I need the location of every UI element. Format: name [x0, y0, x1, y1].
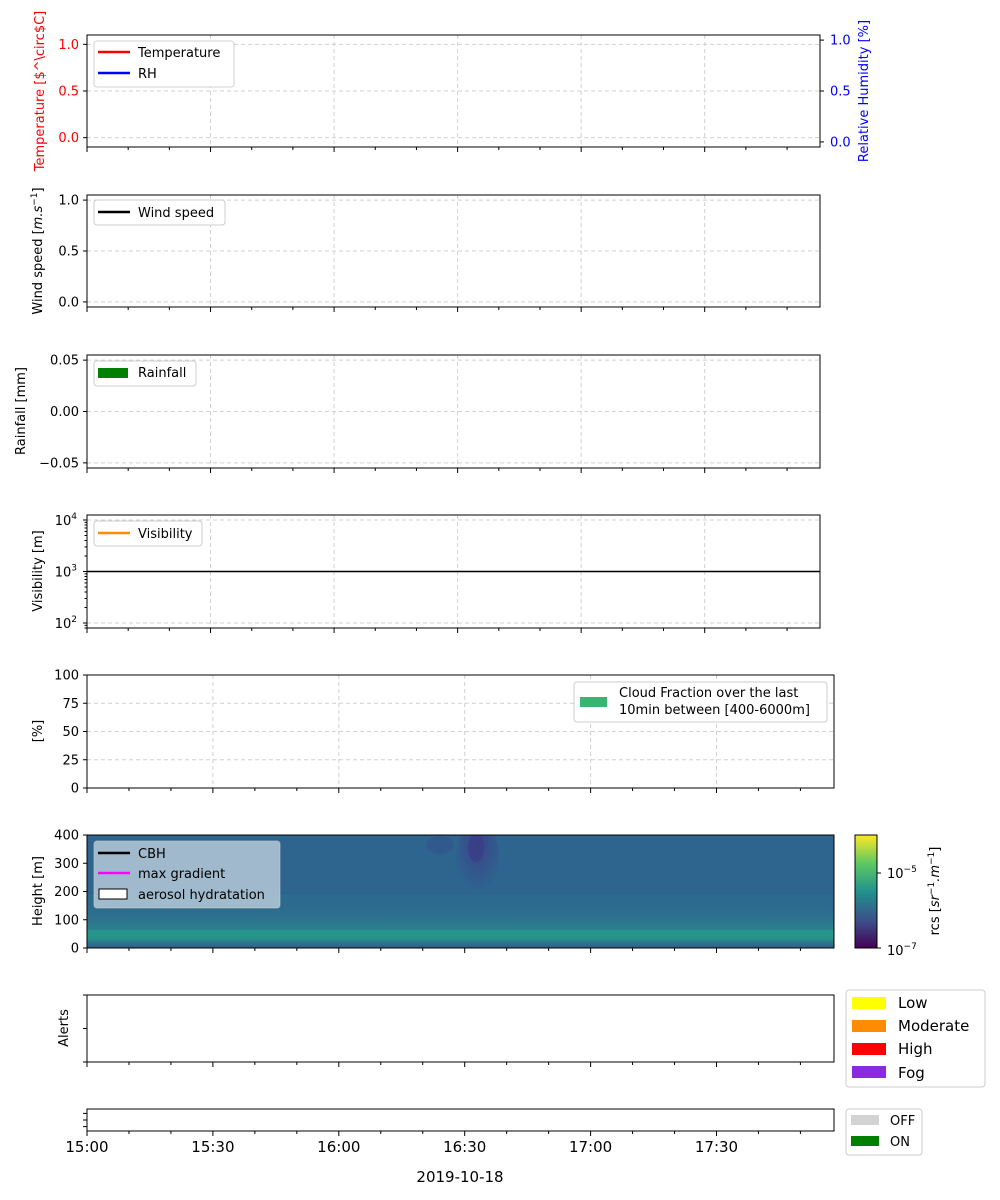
y-tick-label-1e2: $10^2$ — [54, 615, 77, 633]
legend-label-high: High — [898, 1040, 933, 1058]
legend-label-aerosol: aerosol hydratation — [138, 888, 265, 903]
colorbar-gradient — [855, 835, 877, 948]
y-ticks — [83, 995, 87, 1062]
y-tick-label: 0.00 — [50, 405, 79, 420]
legend-label-wind: Wind speed — [138, 206, 215, 221]
y-tick-label: 100 — [54, 913, 79, 929]
panel-alerts — [57, 990, 985, 1087]
panel-status — [65, 1109, 922, 1186]
x-ticks — [87, 788, 800, 793]
legend-status — [846, 1109, 922, 1155]
y-tick-label: 0.0 — [58, 131, 79, 147]
y-tick-label: 100 — [54, 668, 79, 684]
panel-temperature-rh — [33, 11, 872, 172]
y-tick-label: 0.5 — [58, 84, 79, 100]
legend-swatch-rainfall — [98, 368, 128, 378]
y-ticks — [83, 1113, 87, 1126]
y-axis-label-wind: Wind speed $[m.s^{-1}]$ — [30, 187, 46, 315]
y-tick-label: 75 — [62, 696, 79, 712]
x-tick-label: 16:00 — [317, 1138, 361, 1156]
legend-label-temperature: Temperature — [138, 46, 221, 61]
legend-alerts — [846, 990, 985, 1087]
legend — [94, 41, 234, 87]
y-ticks — [58, 38, 87, 146]
legend-label-visibility: Visibility — [138, 527, 193, 542]
plot-frame — [87, 1109, 834, 1131]
x-tick-label: 16:30 — [443, 1138, 487, 1156]
x-ticks — [87, 468, 787, 473]
legend — [94, 841, 280, 908]
panel-visibility — [31, 515, 820, 633]
legend-swatch-low — [852, 997, 886, 1009]
legend-swatch-on — [851, 1136, 879, 1146]
y-tick-label: 400 — [54, 828, 79, 844]
y-axis-label-height: Height [m] — [31, 856, 46, 926]
y-axis-label-rainfall: Rainfall [mm] — [14, 367, 29, 455]
x-tick-labels — [65, 1138, 738, 1156]
y-tick-label: 0 — [70, 781, 79, 797]
legend-label-rh: RH — [138, 67, 157, 82]
y-ticks — [83, 520, 87, 628]
legend-label-cloud-fraction-line2: 10min between [400-6000m] — [619, 703, 810, 718]
y-tick-label: 1.0 — [58, 37, 79, 53]
legend-label-moderate: Moderate — [898, 1017, 970, 1035]
x-ticks — [87, 1131, 800, 1136]
y-tick-label: 300 — [54, 856, 79, 872]
heatmap-lower-band — [87, 905, 834, 948]
legend — [94, 200, 225, 225]
visibility-tick-labels — [55, 512, 78, 632]
heatmap-dark-plume-core — [468, 834, 484, 862]
panel-height-heatmap — [31, 820, 943, 959]
x-axis-date-label: 2019-10-18 — [416, 1168, 504, 1186]
legend-swatch-fog — [852, 1066, 886, 1078]
y-ticks — [54, 669, 87, 797]
y-tick-label: 50 — [62, 725, 79, 740]
y-tick-label: 25 — [62, 753, 79, 769]
heatmap-dark-patch — [426, 836, 454, 854]
x-tick-label: 15:00 — [65, 1138, 109, 1156]
y-tick-label: 1.0 — [58, 193, 79, 209]
legend-label-on: ON — [890, 1135, 910, 1150]
legend-label-off: OFF — [890, 1114, 916, 1129]
legend-swatch-high — [852, 1043, 886, 1055]
y-axis-label-alerts: Alerts — [57, 1009, 72, 1047]
y-tick-label: 0 — [70, 941, 79, 957]
legend-label-max-gradient: max gradient — [138, 867, 226, 882]
y-tick-label-1e3: $10^3$ — [54, 563, 77, 581]
y-tick-label: 200 — [54, 885, 79, 900]
legend-label-low: Low — [898, 994, 928, 1012]
y-tick-label-1e4: $10^4$ — [54, 511, 77, 529]
y2-tick-label: 0.0 — [830, 135, 851, 151]
x-tick-label: 17:30 — [694, 1138, 739, 1156]
colorbar-tick-label-1e-5: $10^{-5}$ — [887, 865, 917, 882]
x-tick-label: 17:00 — [568, 1138, 613, 1156]
y-axis-label-rh: Relative Humidity [%] — [857, 19, 872, 163]
x-ticks — [87, 948, 800, 953]
y-tick-label: 0.05 — [50, 353, 79, 369]
legend-label-cloud-fraction-line1: Cloud Fraction over the last — [619, 686, 799, 701]
panel-rainfall — [14, 354, 820, 473]
panel-grid — [87, 355, 820, 468]
panel-wind-speed — [30, 187, 820, 314]
colorbar — [855, 835, 943, 959]
x-tick-label: 15:30 — [191, 1138, 235, 1156]
legend — [574, 682, 827, 722]
legend-label-fog: Fog — [898, 1064, 925, 1082]
x-ticks — [87, 1062, 800, 1067]
y-tick-label: 0.5 — [58, 244, 79, 260]
legend-label-cbh: CBH — [138, 847, 166, 862]
x-ticks — [87, 147, 787, 152]
legend-swatch-moderate — [852, 1020, 886, 1032]
y-axis-label-visibility: Visibility [m] — [31, 530, 46, 612]
y-ticks — [39, 354, 87, 472]
heatmap-surface-band — [87, 930, 834, 936]
y2-tick-label: 1.0 — [830, 33, 851, 49]
legend-swatch-cloud-fraction — [580, 697, 607, 707]
legend-swatch-aerosol — [99, 889, 127, 899]
y-axis-label-percent: [%] — [31, 719, 46, 743]
y-tick-label: −0.05 — [39, 456, 79, 472]
y-tick-label: 0.0 — [58, 295, 79, 311]
legend-swatch-off — [851, 1115, 879, 1125]
plot-frame — [87, 995, 834, 1062]
colorbar-label: rcs $[sr^{-1}.m^{-1}]$ — [927, 846, 943, 936]
y-axis-label-temperature: Temperature [$^\circ$C] — [33, 10, 48, 172]
legend — [94, 361, 196, 386]
x-ticks — [87, 307, 787, 312]
legend — [94, 521, 202, 546]
x-ticks — [87, 628, 787, 633]
y-ticks — [58, 194, 87, 311]
y-ticks-right — [820, 34, 851, 151]
y2-tick-label: 0.5 — [830, 84, 851, 100]
panel-cloud-fraction — [31, 669, 834, 797]
colorbar-tick-label-1e-7: $10^{-7}$ — [887, 942, 917, 959]
legend-label-rainfall: Rainfall — [138, 366, 187, 381]
y-ticks — [54, 829, 87, 957]
